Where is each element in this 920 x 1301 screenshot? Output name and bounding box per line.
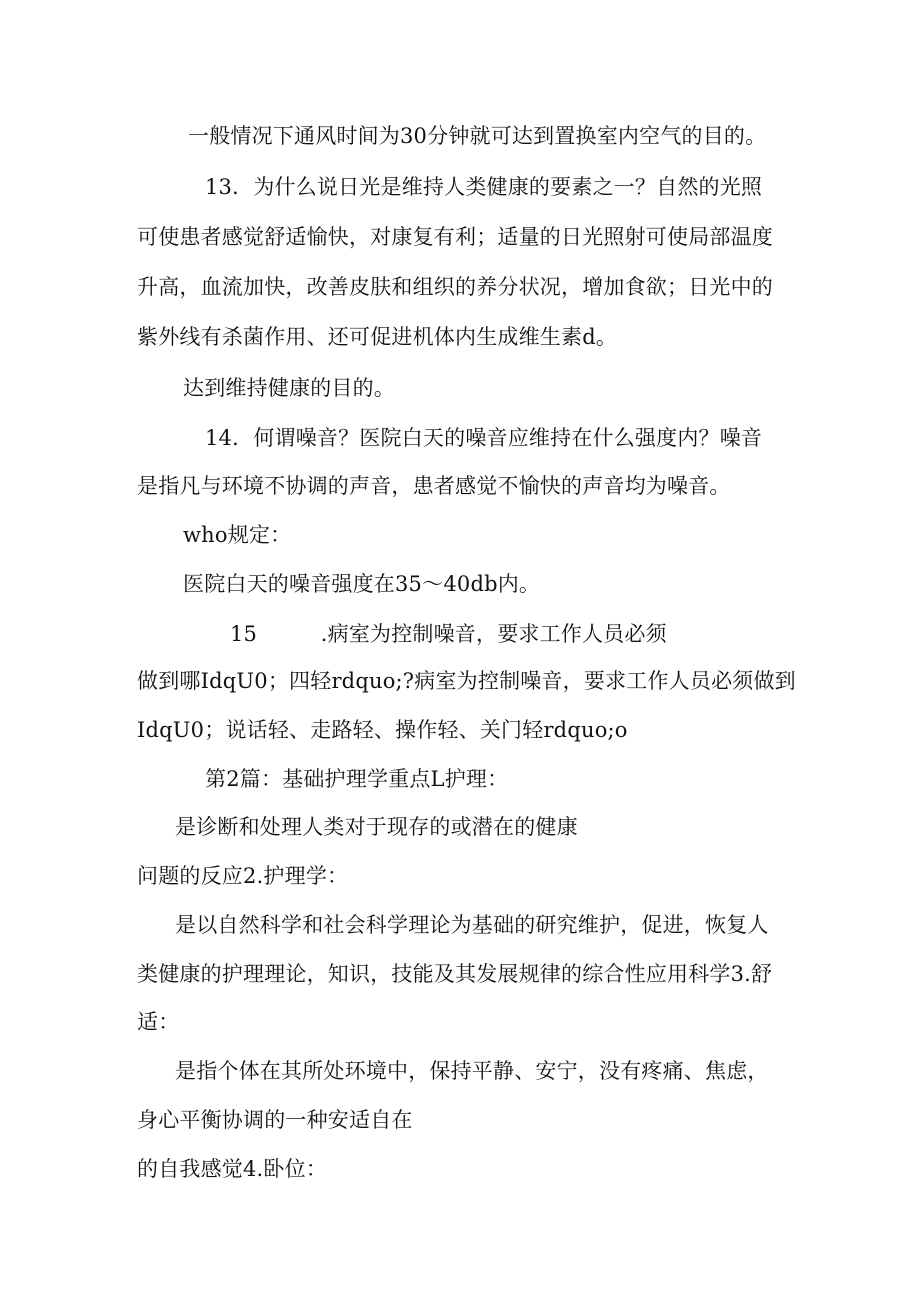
text-line: 是以自然科学和社会科学理论为基础的研究维护，促进，恢复人 (175, 913, 769, 937)
text-line: 是指凡与环境不协调的声音，患者感觉不愉快的声音均为噪音。 (137, 474, 731, 498)
text-line: 类健康的护理理论，知识，技能及其发展规律的综合性应用科学3.舒 (137, 962, 773, 986)
text-line: 医院白天的噪音强度在35～40db内。 (183, 572, 541, 596)
text-line: 是诊断和处理人类对于现存的或潜在的健康 (175, 815, 578, 839)
text-line: 问题的反应2.护理学： (137, 864, 349, 888)
text-line: 15 .病室为控制噪音，要求工作人员必须 (230, 622, 667, 646)
text-line: 达到维持健康的目的。 (183, 376, 395, 400)
text-line: 可使患者感觉舒适愉快，对康复有利；适量的日光照射可使局部温度 (137, 225, 773, 249)
text-line: 升高，血流加快，改善皮肤和组织的养分状况，增加食欲；日光中的 (137, 275, 773, 299)
text-line: 适： (137, 1010, 180, 1034)
text-line: 13．为什么说日光是维持人类健康的要素之一？自然的光照 (205, 175, 763, 199)
text-line: 做到哪IdqU0；四轻rdquo;?病室为控制噪音，要求工作人员必须做到 (137, 669, 796, 693)
text-line: 第2篇：基础护理学重点L护理： (205, 767, 509, 791)
text-line: who规定： (183, 523, 292, 547)
text-line: 一般情况下通风时间为30分钟就可达到置换室内空气的目的。 (188, 124, 767, 148)
text-line: 身心平衡协调的一种安适自在 (137, 1108, 413, 1132)
text-line: 的自我感觉4.卧位： (137, 1157, 328, 1181)
text-line: IdqU0；说话轻、走路轻、操作轻、关门轻rdquo;o (137, 718, 628, 742)
text-line: 紫外线有杀菌作用、还可促进机体内生成维生素d。 (137, 325, 618, 349)
text-line: 是指个体在其所处环境中，保持平静、安宁，没有疼痛、焦虑， (175, 1059, 769, 1083)
text-line: 14．何谓噪音？医院白天的噪音应维持在什么强度内？噪音 (205, 426, 763, 450)
